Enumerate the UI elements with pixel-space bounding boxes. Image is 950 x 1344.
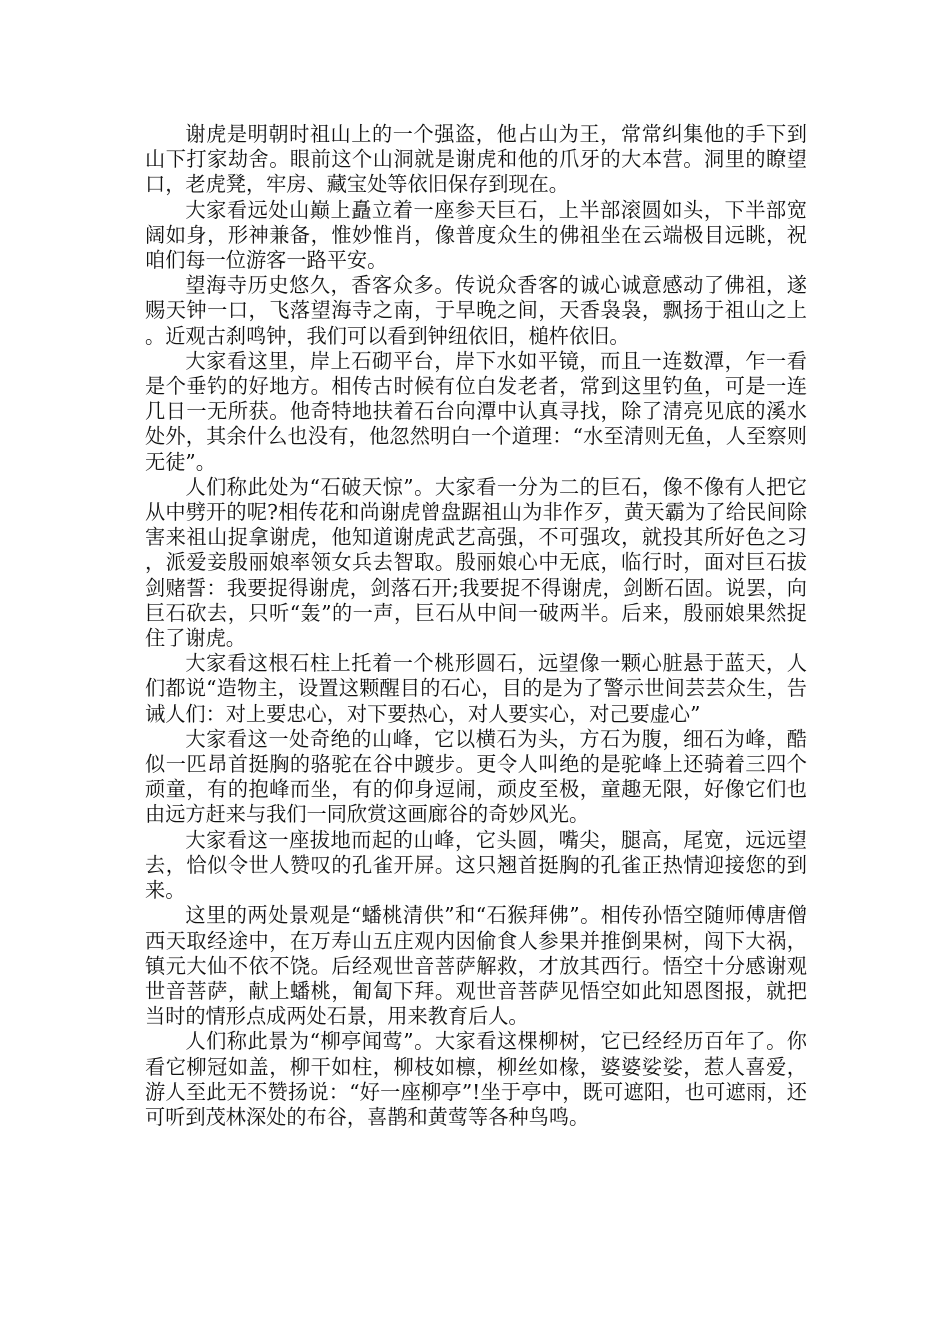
paragraph-xiehu-cave: 谢虎是明朝时祖山上的一个强盗，他占山为王，常常纠集他的手下到山下打家劫舍。眼前这个山洞就是谢虎和他的爪牙的大本营。洞里的瞭望口，老虎凳，牢房、藏宝处等依旧保存到现在。: [145, 122, 807, 197]
paragraph-peacock-peak: 大家看这一座拔地而起的山峰，它头圆，嘴尖，腿高，尾宽，远远望去，恰似令世人赞叹的孔雀开屏。这只翘首挺胸的孔雀正热情迎接您的到来。: [145, 827, 807, 903]
paragraph-camel-peak: 大家看这一处奇绝的山峰，它以横石为头，方石为腹，细石为峰，酷似一匹昂首挺胸的骆驼在谷中踱步。更令人叫绝的是驼峰上还骑着三四个顽童，有的抱峰而坐，有的仰身逗闹，顽皮至极，童趣无限，好像它们也由远方赶来与我们一同欣赏这画廊谷的奇妙风光。: [145, 726, 807, 827]
paragraph-peach-and-monkey: 这里的两处景观是“蟠桃清供”和“石猴拜佛”。相传孙悟空随师傅唐僧西天取经途中，在万寿山五庄观内因偷食人参果并推倒果树，闯下大祸，镇元大仙不依不饶。后经观世音菩萨解救，才放其西行。悟空十分感谢观世音菩萨，献上蟠桃，匍匐下拜。观世音菩萨见悟空如此知恩图报，就把当时的情形点成两处石景，用来教育后人。: [145, 903, 807, 1029]
paragraph-split-rock: 人们称此处为“石破天惊”。大家看一分为二的巨石，像不像有人把它从中劈开的呢?相传花和尚谢虎曾盘踞祖山为非作歹，黄天霸为了给民间除害来祖山捉拿谢虎，他知道谢虎武艺高强，不可强攻，就投其所好色之习，派爱妾殷丽娘率领女兵去智取。殷丽娘心中无底，临行时，面对巨石拔剑赌誓：我要捉得谢虎，剑落石开;我要捉不得谢虎，剑断石固。说罢，向巨石砍去，只听“轰”的一声，巨石从中间一破两半。后来，殷丽娘果然捉住了谢虎。: [145, 474, 807, 651]
paragraph-willow-pavilion: 人们称此景为“柳亭闻莺”。大家看这棵柳树，它已经经历百年了。你看它柳冠如盖，柳干如柱，柳枝如檩，柳丝如椽，婆婆娑娑，惹人喜爱，游人至此无不赞扬说：“好一座柳亭”!坐于亭中，既可遮阳，也可遮雨，还可听到茂林深处的布谷，喜鹊和黄莺等各种鸟鸣。: [145, 1029, 807, 1129]
document-body: [145, 122, 807, 1130]
paragraph-clear-pool: 大家看这里，岸上石砌平台，岸下水如平镜，而且一连数潭，乍一看是个垂钓的好地方。相传古时候有位白发老者，常到这里钓鱼，可是一连几日一无所获。他奇特地扶着石台向潭中认真寻找，除了清亮见底的溪水处外，其余什么也没有，他忽然明白一个道理：“水至清则无鱼，人至察则无徒”。: [145, 348, 807, 474]
paragraph-heart-stone: 大家看这根石柱上托着一个桃形圆石，远望像一颗心脏悬于蓝天，人们都说“造物主，设置这颗醒目的石心，目的是为了警示世间芸芸众生，告诫人们：对上要忠心，对下要热心，对人要实心，对己要虚心”: [145, 651, 807, 726]
paragraph-buddha-rock: 大家看远处山巅上矗立着一座参天巨石，上半部滚圆如头，下半部宽阔如身，形神兼备，惟妙惟肖，像普度众生的佛祖坐在云端极目远眺，祝咱们每一位游客一路平安。: [145, 197, 807, 273]
paragraph-wanghai-temple-bell: 望海寺历史悠久，香客众多。传说众香客的诚心诚意感动了佛祖，遂赐天钟一口，飞落望海寺之南，于早晚之间，天香袅袅，飘扬于祖山之上。近观古刹鸣钟，我们可以看到钟纽依旧，槌杵依旧。: [145, 273, 807, 348]
